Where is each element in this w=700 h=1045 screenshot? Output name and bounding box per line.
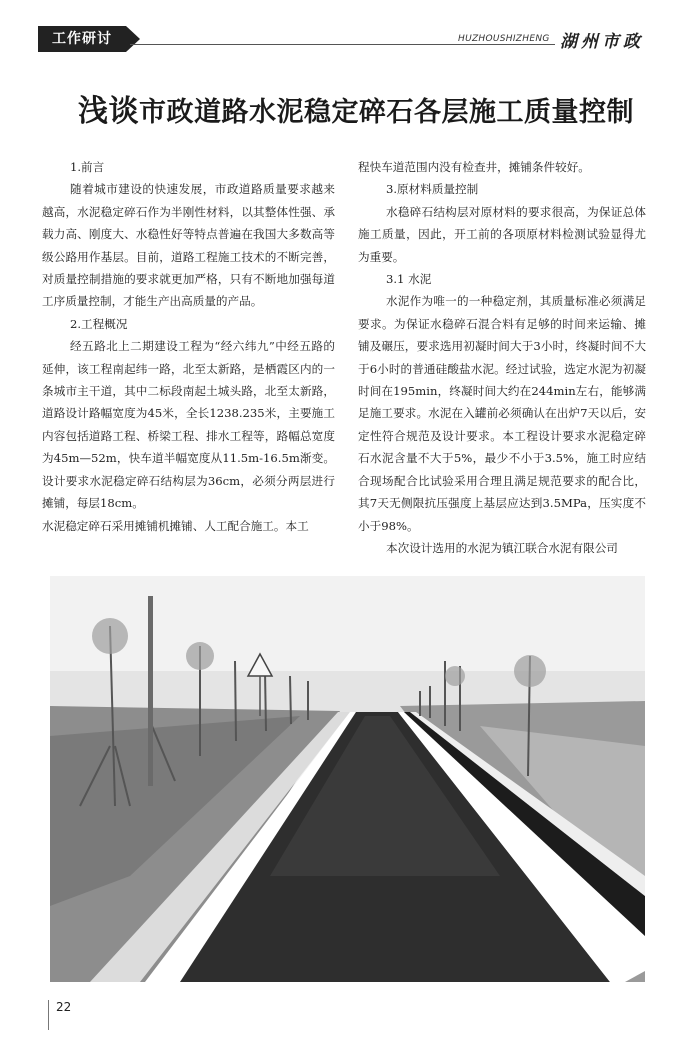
section-heading: 3.原材料质量控制 [386,182,479,197]
paragraph: 本次设计选用的水泥为镇江联合水泥有限公司 [386,540,618,555]
right-column [358,156,646,559]
road-photo-illustration [50,576,645,982]
section-heading: 2.工程概况 [70,316,128,331]
paragraph: 水泥作为唯一的一种稳定剂，其质量标准必须满足要求。为保证水稳碎石混合料有足够的时间来运输、摊铺及碾压，要求选用初凝时间大于3小时，终凝时间不大于6小时的普通硅酸盐水泥。经过试验，选定水泥为初凝时间在195min，终凝时间大约在244min左右，能够满足施工要求。水泥在入罐前必须确认在出炉7天以后，安定性符合规范及设计要求。本工程设计要求水泥稳定碎石水泥含量不大于5%，最少不小于3.5%，施工时应结合现场配合比试验采用合理且满足规范要求的配合比，其7天无侧限抗压强度上基层应达到3.5MPa，压实度不小于98%。 [358,294,646,533]
left-column [42,156,335,537]
magazine-brand: 湖州市政 [560,32,644,52]
header-rule [130,44,555,45]
subsection-heading: 3.1 水泥 [386,272,432,287]
page-number: 22 [56,1000,72,1014]
road-photo [50,576,645,982]
paragraph: 经五路北上二期建设工程为“经六纬九”中经五路的延伸，该工程南起纬一路，北至太新路，是栖霞区内的一条城市主干道，其中二标段南起土城头路，北至太新路，道路设计路幅宽度为45米，全长1238.235米，主要施工内容包括道路工程、桥梁工程、排水工程等，路幅总宽度为45m—52m，快车道半幅宽度从11.5m-16.5m渐变。设计要求水泥稳定碎石结构层为36cm，必须分两层进行摊铺，每层18cm。 [42,339,335,511]
paragraph: 水泥稳定碎石采用摊铺机摊铺、人工配合施工。本工 [42,518,309,533]
section-heading: 1.前言 [70,160,105,174]
section-tag: 工作研讨 [38,26,126,52]
article-title-rest: 市政道路水泥稳定碎石各层施工质量控制 [139,97,634,128]
paragraph: 水稳碎石结构层对原材料的要求很高，为保证总体施工质量，因此，开工前的各项原材料检测试验显得尤为重要。 [358,204,646,264]
paragraph: 随着城市建设的快速发展，市政道路质量要求越来越高，水泥稳定碎石作为半刚性材料，以其整体性强、承载力高、刚度大、水稳性好等特点普遍在我国大多数高等级公路用作基层。目前，道路工程施工技术的不断完善，对质量控制措施的要求就更加严格，只有不断地加强每道工序质量控制，才能生产出高质量的产品。 [42,182,335,309]
footer-rule [48,1000,49,1030]
paragraph: 程快车道范围内没有检查井，摊铺条件较好。 [358,160,590,174]
header-pinyin: HUZHOUSHIZHENG [458,34,550,44]
article-title-lead: 浅谈 [78,94,139,129]
article-title [78,86,638,130]
